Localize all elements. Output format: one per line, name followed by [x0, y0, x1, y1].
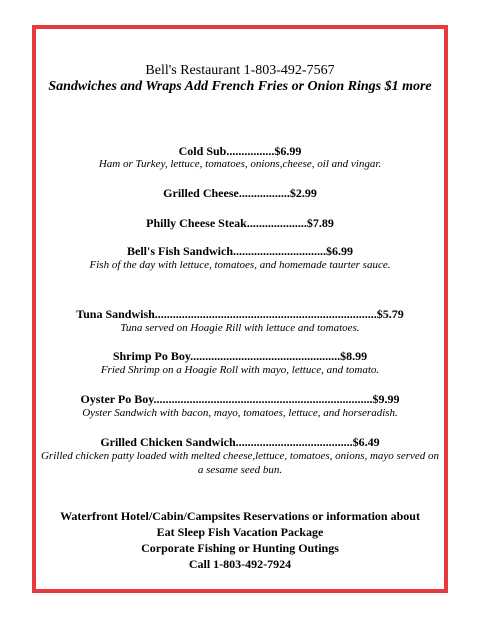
menu-item-description: Ham or Turkey, lettuce, tomatoes, onions,cheese, oil and vingar.: [98, 158, 382, 170]
menu-subtitle: Sandwiches and Wraps Add French Fries or Onion Rings $1 more: [48, 79, 432, 94]
menu-item-description: Tuna served on Hoagie Rill with lettuce and tomatoes.: [120, 322, 360, 334]
footer-phone: Call 1-803-492-7924: [188, 557, 292, 571]
footer-vacation-package: Eat Sleep Fish Vacation Package: [156, 525, 324, 539]
footer-outings: Corporate Fishing or Hunting Outings: [141, 541, 339, 555]
menu-item-title: Grilled Chicken Sandwich.......................................$6.49: [100, 435, 380, 449]
menu-item-description: Grilled chicken patty loaded with melted cheese,lettuce, tomatoes, onions, mayo served on a sesame seed bun.: [40, 450, 440, 476]
menu-item-title: Shrimp Po Boy..................................................$8.99: [112, 349, 368, 363]
menu-item-title: Tuna Sandwish..........................................................................$5.79: [76, 307, 404, 321]
menu-item-description: Fish of the day with lettuce, tomatoes, and homemade taurter sauce.: [89, 259, 391, 271]
restaurant-header: Bell's Restaurant 1-803-492-7567: [145, 63, 335, 78]
menu-item-title: Bell's Fish Sandwich...............................$6.99: [126, 244, 354, 258]
menu-item-title: Grilled Cheese.................$2.99: [163, 186, 317, 200]
menu-item-title: Philly Cheese Steak....................$7.89: [146, 216, 334, 230]
footer-reservations: Waterfront Hotel/Cabin/Campsites Reservations or information about: [60, 509, 420, 523]
menu-item-title: Cold Sub................$6.99: [178, 144, 302, 158]
menu-item-description: Fried Shrimp on a Hoagie Roll with mayo, lettuce, and tomato.: [100, 364, 380, 376]
menu-item-title: Oyster Po Boy.........................................................................$9.99: [80, 392, 400, 406]
menu-item-description: Oyster Sandwich with bacon, mayo, tomatoes, lettuce, and horseradish.: [82, 407, 398, 419]
